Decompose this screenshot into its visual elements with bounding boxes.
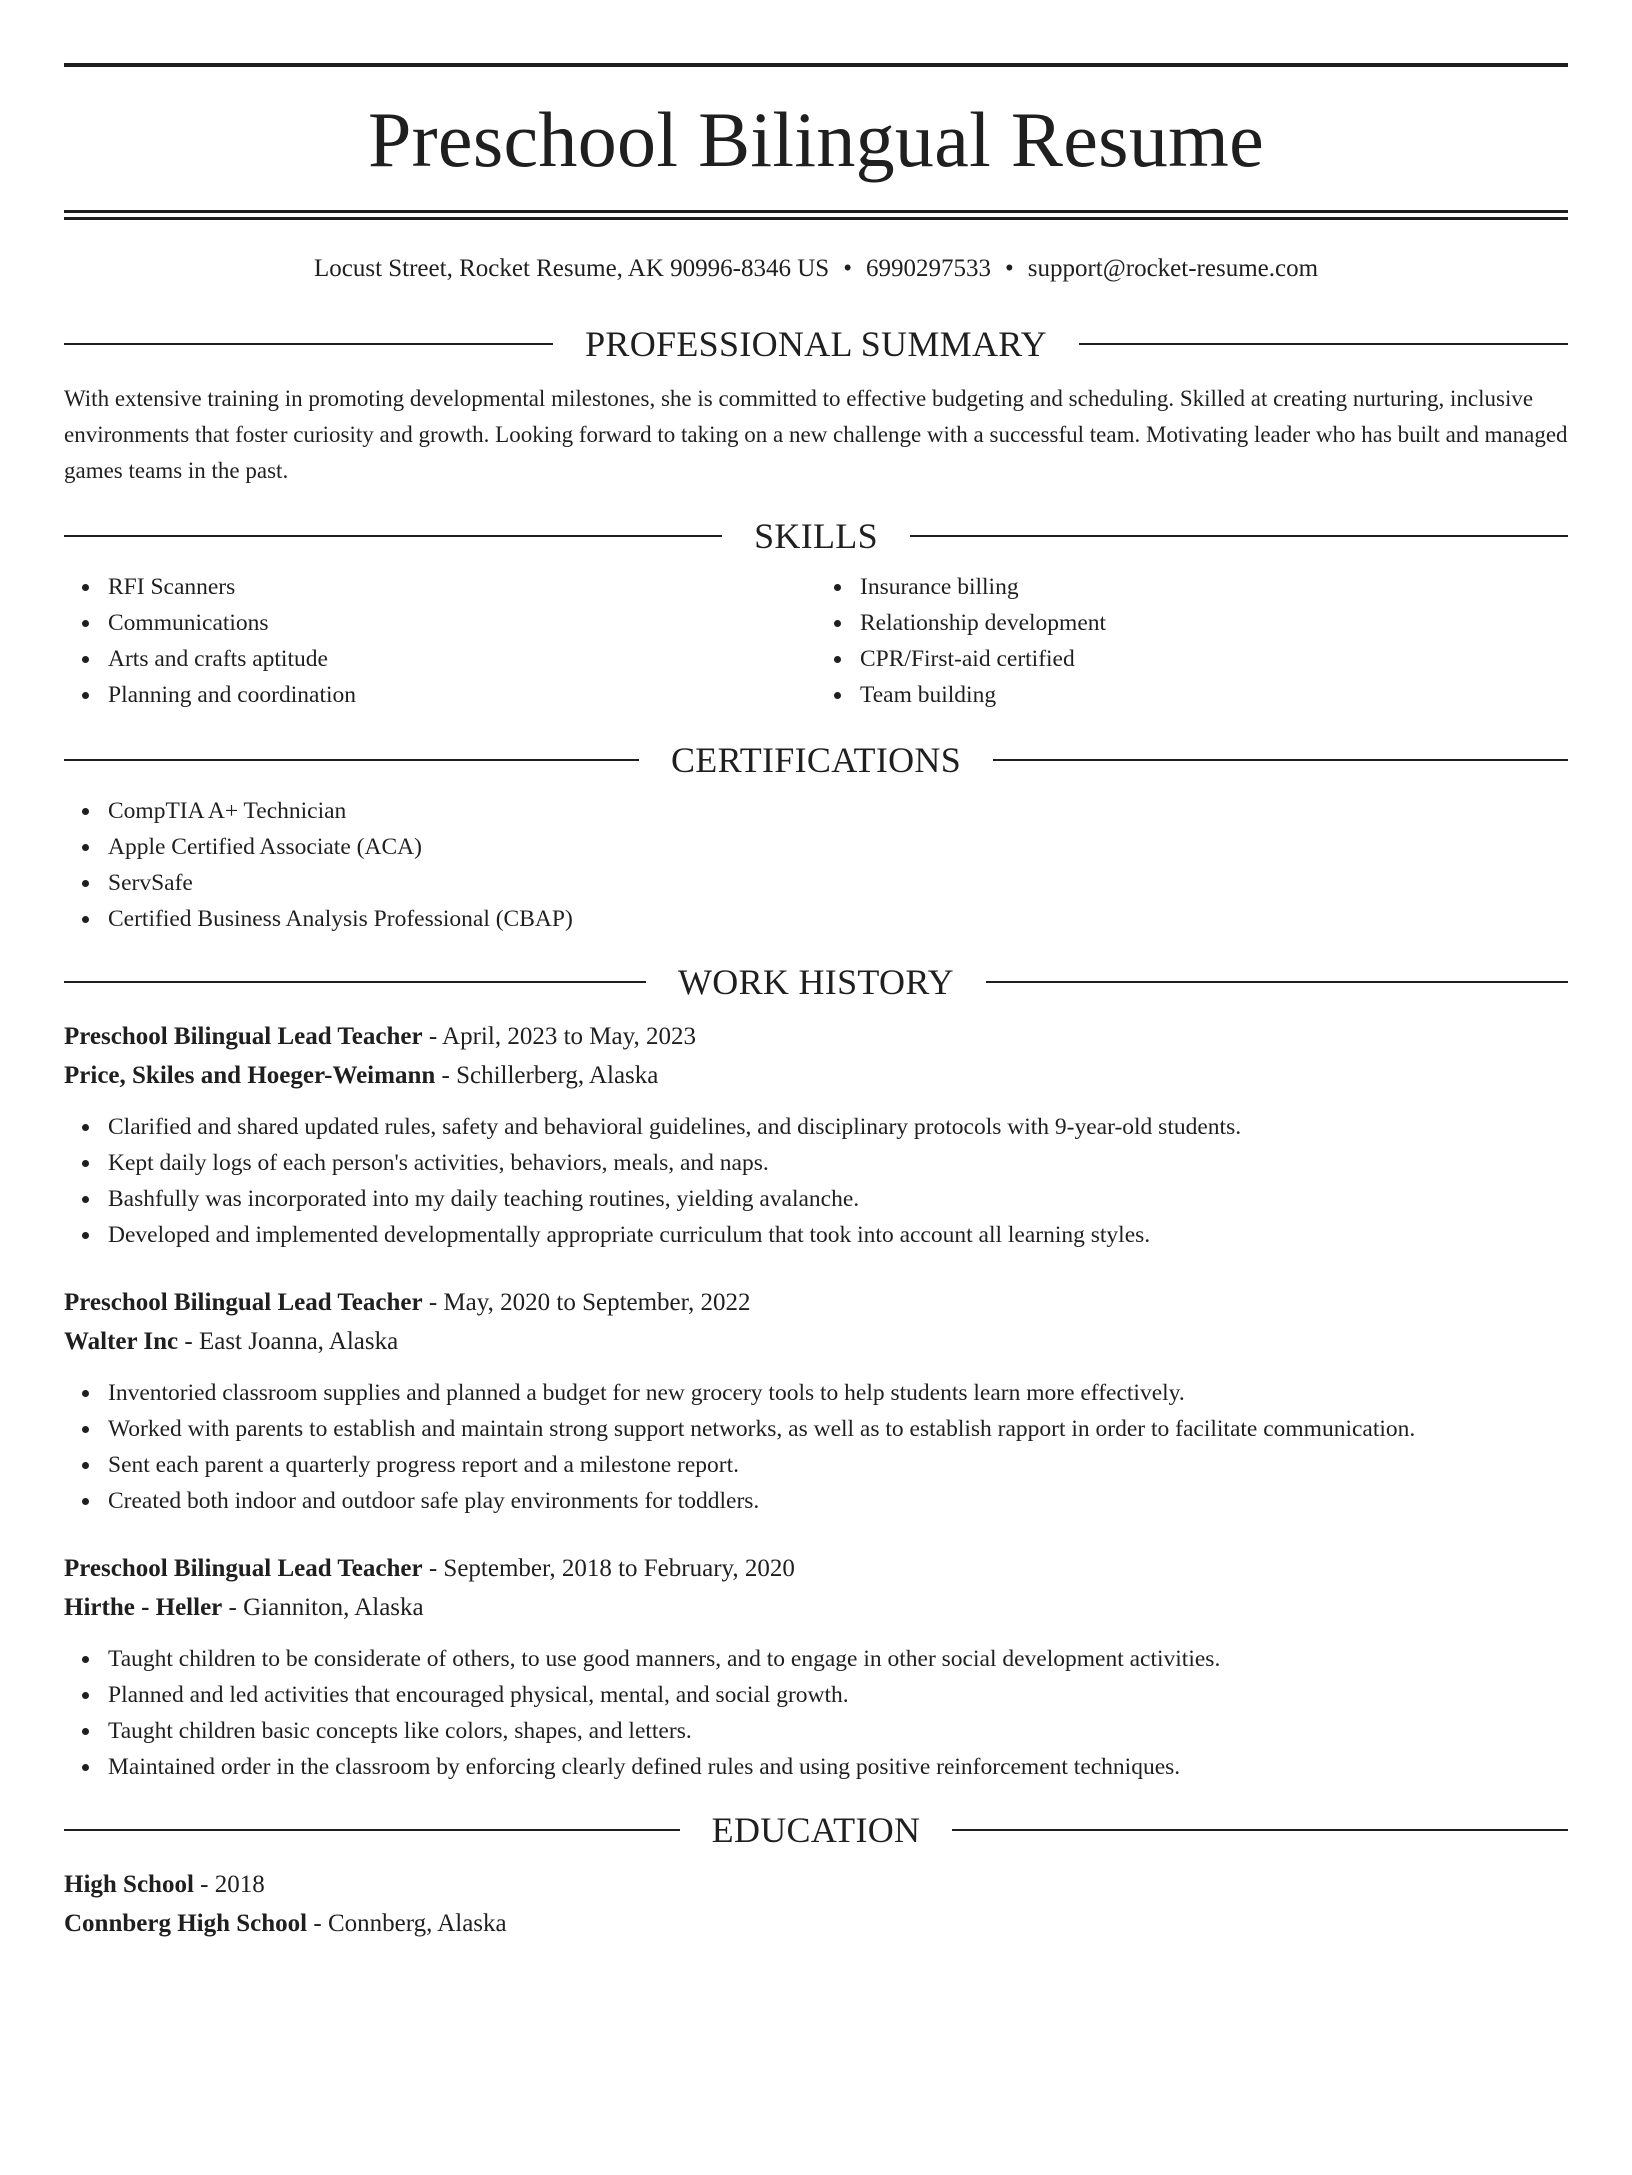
duty-item: Sent each parent a quarterly progress report and a milestone report. [108, 1447, 1568, 1483]
education-degree: High School [64, 1871, 194, 1898]
education-school-line [64, 1904, 1568, 1943]
dash: - [422, 1555, 444, 1582]
education-degree-line [64, 1865, 1568, 1904]
job-entry [64, 1549, 1568, 1785]
skill-item: CPR/First-aid certified [860, 641, 1568, 677]
job-location: East Joanna, Alaska [198, 1328, 399, 1355]
skills-list [64, 569, 1568, 713]
skill-item: Relationship development [860, 605, 1568, 641]
skills-left-column [64, 569, 816, 713]
duty-item: Taught children basic concepts like colors, shapes, and letters. [108, 1713, 1568, 1749]
contact-separator: • [843, 255, 852, 282]
skill-item: Team building [860, 677, 1568, 713]
duty-item: Clarified and shared updated rules, safety and behavioral guidelines, and disciplinary protocols with 9-year-old students. [108, 1109, 1568, 1145]
duty-item: Created both indoor and outdoor safe play environments for toddlers. [108, 1483, 1568, 1519]
duty-item: Kept daily logs of each person's activities, behaviors, meals, and naps. [108, 1145, 1568, 1181]
duty-item: Worked with parents to establish and maintain strong support networks, as well as to establish rapport in order to facilitate communication. [108, 1411, 1568, 1447]
dash: - [422, 1289, 444, 1316]
job-title-line [64, 1283, 1568, 1322]
skill-item: RFI Scanners [108, 569, 816, 605]
dash: - [422, 1023, 443, 1050]
job-location: Schillerberg, Alaska [456, 1062, 659, 1089]
dash: - [178, 1328, 199, 1355]
skill-item: Communications [108, 605, 816, 641]
dash: - [435, 1062, 457, 1089]
skill-item: Arts and crafts aptitude [108, 641, 816, 677]
duty-item: Inventoried classroom supplies and planned a budget for new grocery tools to help students learn more effectively. [108, 1375, 1568, 1411]
certification-item: ServSafe [108, 865, 1568, 901]
dash: - [307, 1910, 328, 1937]
work-history-heading: WORK HISTORY [64, 957, 1568, 1007]
duty-item: Taught children to be considerate of others, to use good manners, and to engage in other social development activities. [108, 1641, 1568, 1677]
duty-item: Developed and implemented developmentally appropriate curriculum that took into account all learning styles. [108, 1217, 1568, 1253]
education-year: 2018 [214, 1871, 265, 1898]
skill-item: Planning and coordination [108, 677, 816, 713]
contact-email: support@rocket-resume.com [1027, 255, 1319, 282]
job-title-line [64, 1017, 1568, 1056]
contact-separator: • [1004, 255, 1014, 282]
job-company-line [64, 1322, 1568, 1361]
duty-item: Bashfully was incorporated into my daily teaching routines, yielding avalanche. [108, 1181, 1568, 1217]
dash: - [222, 1594, 244, 1621]
job-duties [64, 1109, 1568, 1253]
job-company-line [64, 1056, 1568, 1095]
resume-page [0, 63, 1632, 2175]
certification-item: CompTIA A+ Technician [108, 793, 1568, 829]
double-rule [64, 210, 1568, 220]
job-location: Gianniton, Alaska [243, 1594, 424, 1621]
certifications-heading: CERTIFICATIONS [64, 735, 1568, 785]
job-company: Hirthe - Heller [64, 1594, 223, 1621]
certification-item: Certified Business Analysis Professional (CBAP) [108, 901, 1568, 937]
job-dates: April, 2023 to May, 2023 [442, 1023, 696, 1050]
job-title: Preschool Bilingual Lead Teacher [64, 1555, 423, 1582]
contact-address: Locust Street, Rocket Resume, AK 90996-8346 US [313, 255, 830, 282]
certification-item: Apple Certified Associate (ACA) [108, 829, 1568, 865]
job-duties [64, 1375, 1568, 1519]
job-company: Walter Inc [64, 1328, 179, 1355]
job-dates: May, 2020 to September, 2022 [443, 1289, 751, 1316]
job-title: Preschool Bilingual Lead Teacher [64, 1289, 423, 1316]
duty-item: Planned and led activities that encouraged physical, mental, and social growth. [108, 1677, 1568, 1713]
skills-heading: SKILLS [64, 511, 1568, 561]
job-entry [64, 1283, 1568, 1519]
skills-right-column [816, 569, 1568, 713]
job-company-line [64, 1588, 1568, 1627]
summary-text: With extensive training in promoting developmental milestones, she is committed to effective budgeting and scheduling. Skilled at creating nurturing, inclusive environments that foster curiosity and growth. Looking forward to taking on a new challenge with a successful team. Motivating leader who has built and managed games teams in the past. [64, 386, 1568, 483]
job-company: Price, Skiles and Hoeger-Weimann [64, 1062, 436, 1089]
job-title-line [64, 1549, 1568, 1588]
education-heading: EDUCATION [64, 1805, 1568, 1855]
contact-phone: 6990297533 [865, 255, 991, 282]
duty-item: Maintained order in the classroom by enforcing clearly defined rules and using positive reinforcement techniques. [108, 1749, 1568, 1785]
resume-title: Preschool Bilingual Resume [367, 96, 1265, 183]
job-dates: September, 2018 to February, 2020 [443, 1555, 795, 1582]
education-entry [64, 1865, 1568, 1943]
dash: - [193, 1871, 215, 1898]
education-location: Connberg, Alaska [327, 1910, 507, 1937]
skill-item: Insurance billing [860, 569, 1568, 605]
contact-line [64, 252, 1568, 286]
job-duties [64, 1641, 1568, 1785]
job-entry [64, 1017, 1568, 1253]
education-school: Connberg High School [64, 1910, 308, 1937]
certifications-list [64, 793, 1568, 937]
summary-heading: PROFESSIONAL SUMMARY [64, 319, 1568, 369]
job-title: Preschool Bilingual Lead Teacher [64, 1023, 423, 1050]
